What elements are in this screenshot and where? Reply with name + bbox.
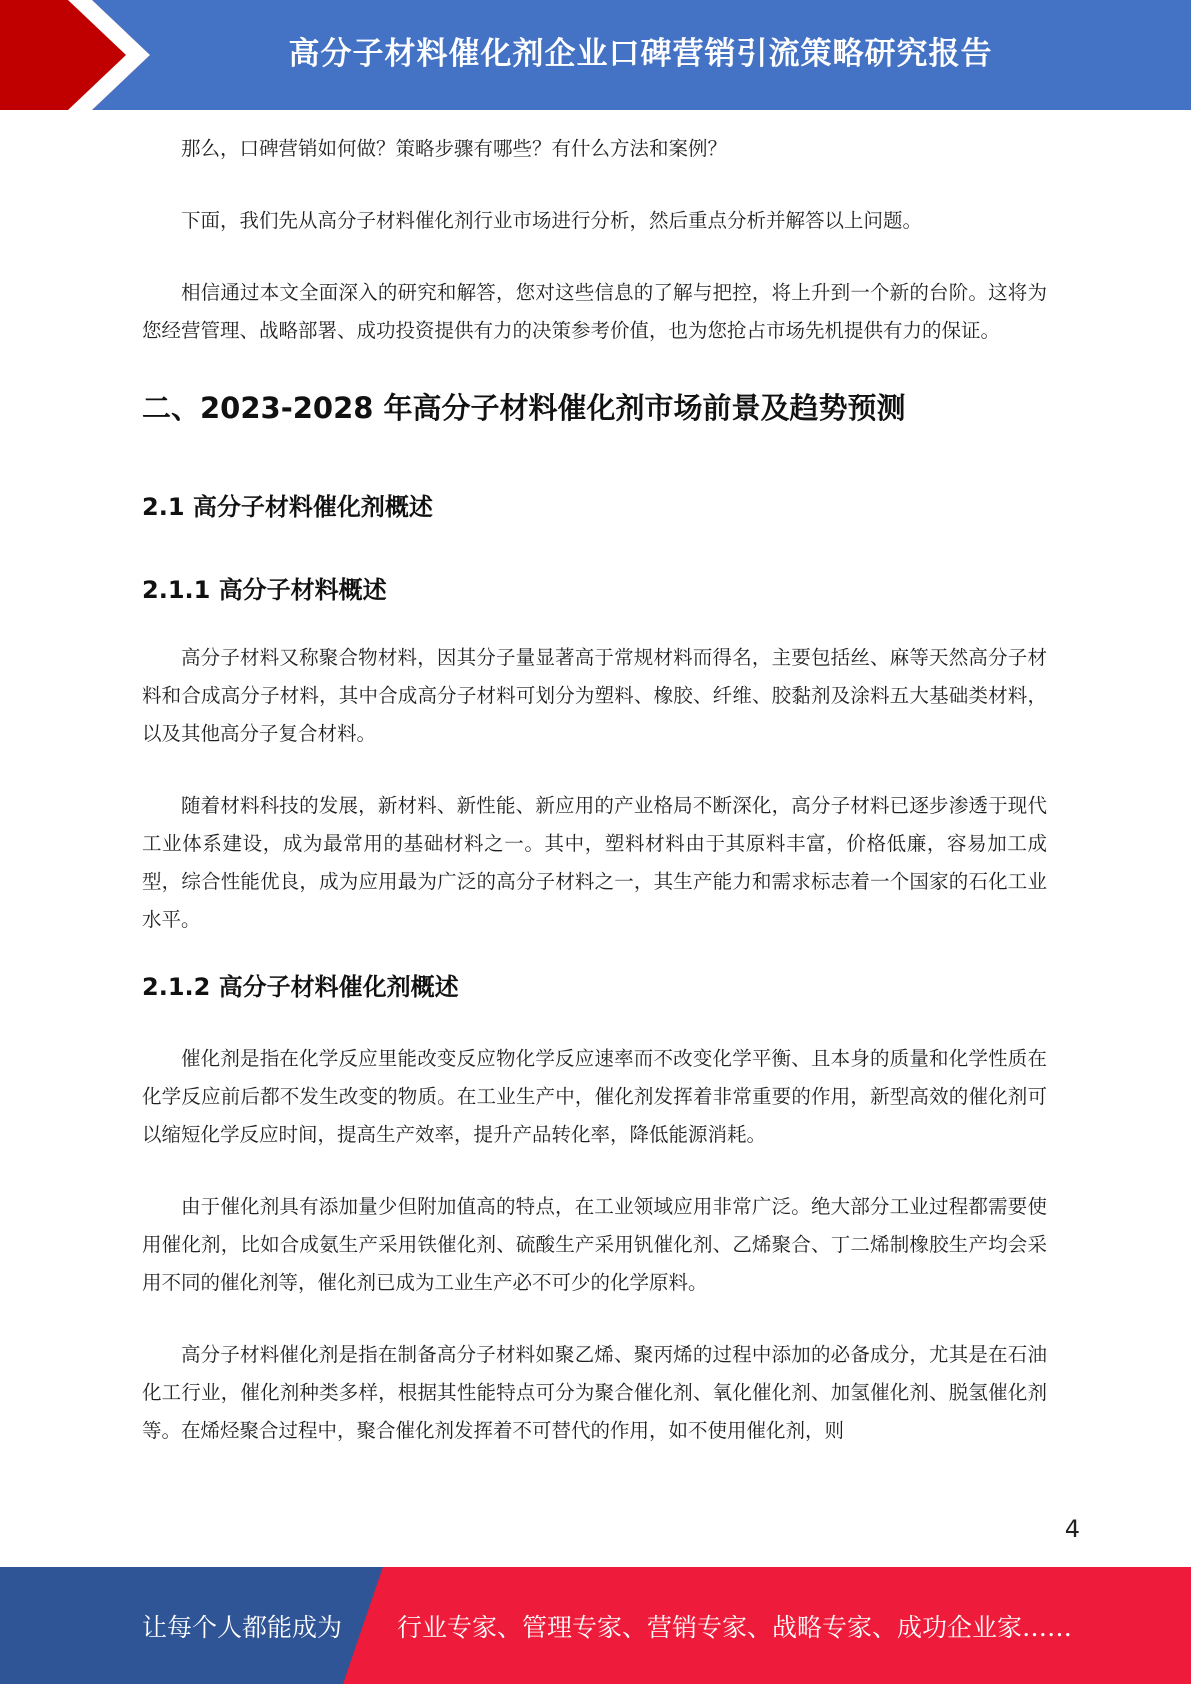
body-paragraph: 高分子材料又称聚合物材料，因其分子量显著高于常规材料而得名，主要包括丝、麻等天然高分子材料和合成高分子材料，其中合成高分子材料可划分为塑料、橡胶、纤维、胶黏剂及涂料五大基础类材料，以及其他高分子复合材料。 — [142, 646, 1047, 745]
body-paragraph: 那么，口碑营销如何做？策略步骤有哪些？有什么方法和案例？ — [181, 137, 728, 160]
document-body — [142, 130, 1047, 1450]
body-paragraph: 高分子材料催化剂是指在制备高分子材料如聚乙烯、聚丙烯的过程中添加的必备成分，尤其是在石油化工行业，催化剂种类多样，根据其性能特点可分为聚合催化剂、氧化催化剂、加氢催化剂、脱氢催化剂等。在烯烃聚合过程中，聚合催化剂发挥着不可替代的作用，如不使用催化剂，则 — [142, 1343, 1047, 1442]
subsection-heading: 2.1.2 高分子材料催化剂概述 — [142, 973, 459, 1001]
body-paragraph: 催化剂是指在化学反应里能改变反应物化学反应速率而不改变化学平衡、且本身的质量和化学性质在化学反应前后都不发生改变的物质。在工业生产中，催化剂发挥着非常重要的作用，新型高效的催化剂可以缩短化学反应时间，提高生产效率，提升产品转化率，降低能源消耗。 — [142, 1047, 1047, 1146]
header-arrow-decoration — [0, 0, 160, 110]
footer-slogan-right: 行业专家、管理专家、营销专家、战略专家、成功企业家…… — [397, 1612, 1073, 1642]
body-paragraph: 由于催化剂具有添加量少但附加值高的特点，在工业领域应用非常广泛。绝大部分工业过程都需要使用催化剂，比如合成氨生产采用铁催化剂、硫酸生产采用钒催化剂、乙烯聚合、丁二烯制橡胶生产均会采用不同的催化剂等，催化剂已成为工业生产必不可少的化学原料。 — [142, 1195, 1047, 1294]
footer-slogan-left: 让每个人都能成为 — [142, 1612, 343, 1642]
footer-band — [0, 1567, 1191, 1684]
subsection-heading: 2.1 高分子材料催化剂概述 — [142, 493, 433, 521]
header-title: 高分子材料催化剂企业口碑营销引流策略研究报告 — [288, 35, 993, 72]
body-paragraph: 下面，我们先从高分子材料催化剂行业市场进行分析，然后重点分析并解答以上问题。 — [181, 209, 923, 232]
subsection-heading: 2.1.1 高分子材料概述 — [142, 576, 387, 604]
body-paragraph: 随着材料科技的发展，新材料、新性能、新应用的产业格局不断深化，高分子材料已逐步渗透于现代工业体系建设，成为最常用的基础材料之一。其中，塑料材料由于其原料丰富，价格低廉，容易加工成型，综合性能优良，成为应用最为广泛的高分子材料之一，其生产能力和需求标志着一个国家的石化工业水平。 — [142, 794, 1047, 931]
page-number: 4 — [1064, 1515, 1080, 1543]
header-band — [0, 0, 1191, 110]
body-paragraph: 相信通过本文全面深入的研究和解答，您对这些信息的了解与把控，将上升到一个新的台阶。这将为您经营管理、战略部署、成功投资提供有力的决策参考价值，也为您抢占市场先机提供有力的保证。 — [142, 281, 1047, 342]
section-heading: 二、2023-2028 年高分子材料催化剂市场前景及趋势预测 — [142, 391, 906, 425]
